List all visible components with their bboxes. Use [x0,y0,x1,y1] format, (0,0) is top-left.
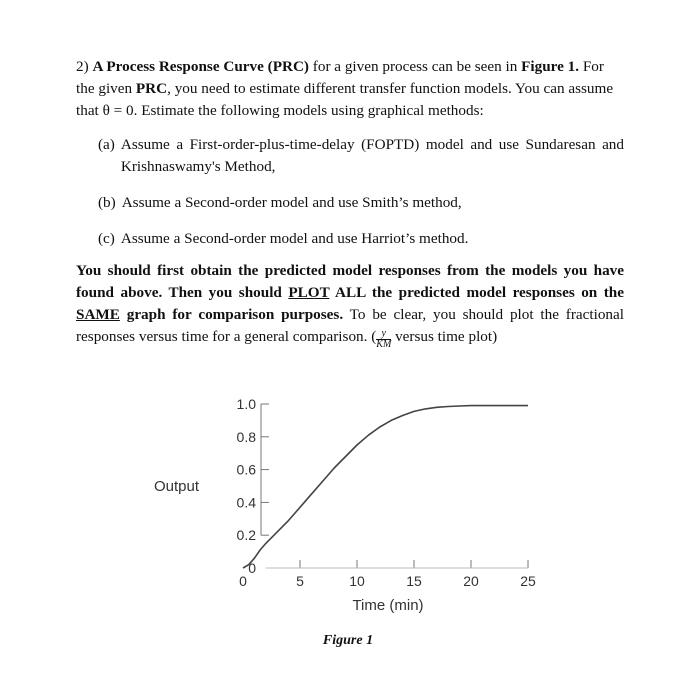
subquestion-label: (c) [98,230,115,247]
instr-plot-word: PLOT [288,284,330,301]
fraction-denominator: KM [376,339,392,350]
figure-caption: Figure 1 [322,633,374,648]
x-tick-label: 15 [406,573,422,589]
subquestion-text: Assume a Second-order model and use Harriot’s method. [120,230,469,247]
instr-bold-2: ALL the predicted model responses on the [329,284,624,301]
y-tick-label: 0.2 [236,527,256,544]
series-group [243,406,528,568]
instr-normal: To be clear, you should plot the fractional responses versus time for a general comparison. ( [76,306,624,345]
x-axis-label: Time (min) [352,597,424,614]
instructions-paragraph [76,260,624,350]
prc-term: PRC [135,80,168,97]
prc-chart [140,390,560,620]
y-tick-label: 1.0 [236,396,256,412]
x-tick-label: 10 [349,573,365,589]
subquestion-label: (b) [98,194,116,211]
intro-text-3: , you need to estimate different transfer function models. You can assume that θ = 0. Estimate the following models using graphical methods: [76,80,614,119]
figure-reference: Figure 1. [521,58,580,75]
question-number: 2) [76,58,89,75]
y-axis [237,396,269,576]
y-axis-label: Output [154,478,200,495]
y-tick-label: 0 [248,560,256,576]
response-curve [243,406,528,568]
fraction-numerator: y [376,329,391,340]
subquestion-text: Assume a First-order-plus-time-delay (FOPTD) model and use Sundaresan and Krishnaswamy's Method, [120,136,624,175]
x-axis [239,560,536,589]
instr-tail: versus time plot) [391,328,498,345]
fraction-y-over-km [376,329,391,350]
y-tick-label: 0.4 [236,494,256,511]
subquestion-c [98,228,624,250]
x-tick-label: 0 [239,573,247,589]
y-tick-label: 0.6 [236,461,256,478]
question-title: A Process Response Curve (PRC) [92,58,309,75]
y-tick-label: 0.8 [236,428,256,445]
question-intro [76,56,624,122]
subquestion-list [76,134,624,250]
x-tick-label: 25 [520,573,536,589]
question-block [76,56,624,264]
x-tick-label: 20 [463,573,479,589]
instr-same-word: SAME [76,306,120,323]
intro-text-1: for a given process can be seen in [309,58,522,75]
subquestion-label: (a) [98,136,115,153]
x-tick-label: 5 [296,573,304,589]
subquestion-a [98,134,624,178]
subquestion-b [98,192,624,214]
subquestion-text: Assume a Second-order model and use Smith’s method, [121,194,462,211]
instr-bold-3: graph for comparison purposes. [119,306,344,323]
prc-chart-svg [140,390,560,620]
intro-text-2: For the given [76,58,604,97]
instr-bold-1: You should first obtain the predicted model responses from the models you have found above. Then you should [76,262,624,301]
